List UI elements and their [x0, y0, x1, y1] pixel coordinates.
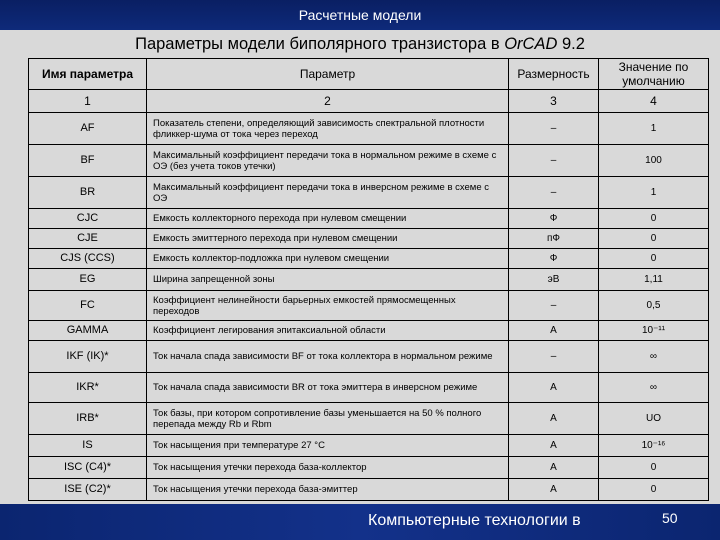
table-row: [29, 457, 709, 479]
page-title: [0, 30, 720, 58]
param-description-cell: Ток насыщения утечки перехода база-коллектор: [147, 457, 509, 479]
param-default-cell: 0: [599, 479, 709, 501]
param-default-cell: 100: [599, 145, 709, 177]
param-name-cell: EG: [29, 269, 147, 291]
page-title-prefix: Параметры модели биполярного транзистора в: [135, 35, 505, 53]
param-default-cell: 0: [599, 457, 709, 479]
param-unit-cell: –: [509, 145, 599, 177]
table-row: [29, 249, 709, 269]
param-description-cell: Ширина запрещенной зоны: [147, 269, 509, 291]
table-row: [29, 269, 709, 291]
param-unit-cell: А: [509, 403, 599, 435]
column-number: 1: [29, 90, 147, 113]
param-name-cell: GAMMA: [29, 321, 147, 341]
table-row: [29, 291, 709, 321]
table-row: [29, 479, 709, 501]
param-default-cell: 1: [599, 113, 709, 145]
param-description-cell: Емкость коллектор-подложка при нулевом смещении: [147, 249, 509, 269]
param-unit-cell: эВ: [509, 269, 599, 291]
column-number: 3: [509, 90, 599, 113]
table-header-row: [29, 59, 709, 90]
table-row: [29, 373, 709, 403]
param-unit-cell: А: [509, 321, 599, 341]
param-default-cell: 10⁻¹⁶: [599, 435, 709, 457]
param-description-cell: Ток насыщения при температуре 27 °С: [147, 435, 509, 457]
param-description-cell: Коэффициент легирования эпитаксиальной области: [147, 321, 509, 341]
header-param-name: Имя параметра: [29, 59, 147, 90]
param-name-cell: IKF (IK)*: [29, 341, 147, 373]
param-unit-cell: А: [509, 479, 599, 501]
table-row: [29, 229, 709, 249]
column-number-row: [29, 90, 709, 113]
table-row: [29, 177, 709, 209]
param-description-cell: Ток начала спада зависимости BF от тока коллектора в нормальном режиме: [147, 341, 509, 373]
param-name-cell: AF: [29, 113, 147, 145]
param-name-cell: IKR*: [29, 373, 147, 403]
param-unit-cell: А: [509, 435, 599, 457]
param-description-cell: Максимальный коэффициент передачи тока в инверсном режиме в схеме с ОЭ: [147, 177, 509, 209]
param-unit-cell: А: [509, 457, 599, 479]
parameters-table: [28, 58, 709, 501]
param-description-cell: Емкость коллекторного перехода при нулевом смещении: [147, 209, 509, 229]
page-title-brand: OrCAD: [504, 35, 558, 53]
param-name-cell: ISC (C4)*: [29, 457, 147, 479]
param-description-cell: Ток базы, при котором сопротивление базы уменьшается на 50 % полного перепада между Rb и Rbm: [147, 403, 509, 435]
param-unit-cell: Ф: [509, 249, 599, 269]
param-name-cell: FC: [29, 291, 147, 321]
section-header-bar: [0, 0, 720, 30]
param-name-cell: ISE (C2)*: [29, 479, 147, 501]
footer-bar: [0, 504, 720, 540]
param-name-cell: CJC: [29, 209, 147, 229]
param-description-cell: Показатель степени, определяющий зависимость спектральной плотности фликкер-шума от тока через переход: [147, 113, 509, 145]
page-number: 50: [662, 510, 678, 526]
section-title: Расчетные модели: [298, 7, 422, 23]
param-description-cell: Максимальный коэффициент передачи тока в нормальном режиме в схеме с ОЭ (без учета токов утечки): [147, 145, 509, 177]
param-description-cell: Ток насыщения утечки перехода база-эмиттер: [147, 479, 509, 501]
header-unit: Размерность: [509, 59, 599, 90]
param-unit-cell: пФ: [509, 229, 599, 249]
table-row: [29, 435, 709, 457]
param-default-cell: ∞: [599, 341, 709, 373]
param-default-cell: 1,11: [599, 269, 709, 291]
param-name-cell: IRB*: [29, 403, 147, 435]
param-description-cell: Емкость эмиттерного перехода при нулевом смещении: [147, 229, 509, 249]
column-number: 2: [147, 90, 509, 113]
param-description-cell: Коэффициент нелинейности барьерных емкостей прямосмещенных переходов: [147, 291, 509, 321]
param-description-cell: Ток начала спада зависимости BR от тока эмиттера в инверсном режиме: [147, 373, 509, 403]
param-unit-cell: А: [509, 373, 599, 403]
param-default-cell: UO: [599, 403, 709, 435]
table-row: [29, 145, 709, 177]
param-default-cell: 10⁻¹¹: [599, 321, 709, 341]
slide-body: [0, 30, 720, 504]
param-name-cell: BR: [29, 177, 147, 209]
column-number: 4: [599, 90, 709, 113]
table-row: [29, 209, 709, 229]
page-title-suffix: 9.2: [557, 35, 585, 53]
table-row: [29, 403, 709, 435]
param-default-cell: 0,5: [599, 291, 709, 321]
param-name-cell: IS: [29, 435, 147, 457]
table-row: [29, 321, 709, 341]
param-unit-cell: Ф: [509, 209, 599, 229]
param-name-cell: BF: [29, 145, 147, 177]
param-default-cell: 0: [599, 249, 709, 269]
table-row: [29, 113, 709, 145]
param-default-cell: 0: [599, 209, 709, 229]
param-name-cell: CJE: [29, 229, 147, 249]
param-name-cell: CJS (CCS): [29, 249, 147, 269]
param-default-cell: ∞: [599, 373, 709, 403]
param-unit-cell: –: [509, 291, 599, 321]
param-default-cell: 0: [599, 229, 709, 249]
header-default: Значение по умолчанию: [599, 59, 709, 90]
footer-text: Компьютерные технологии в: [368, 512, 581, 529]
param-unit-cell: –: [509, 341, 599, 373]
param-default-cell: 1: [599, 177, 709, 209]
header-param: Параметр: [147, 59, 509, 90]
param-unit-cell: –: [509, 113, 599, 145]
table-row: [29, 341, 709, 373]
param-unit-cell: –: [509, 177, 599, 209]
